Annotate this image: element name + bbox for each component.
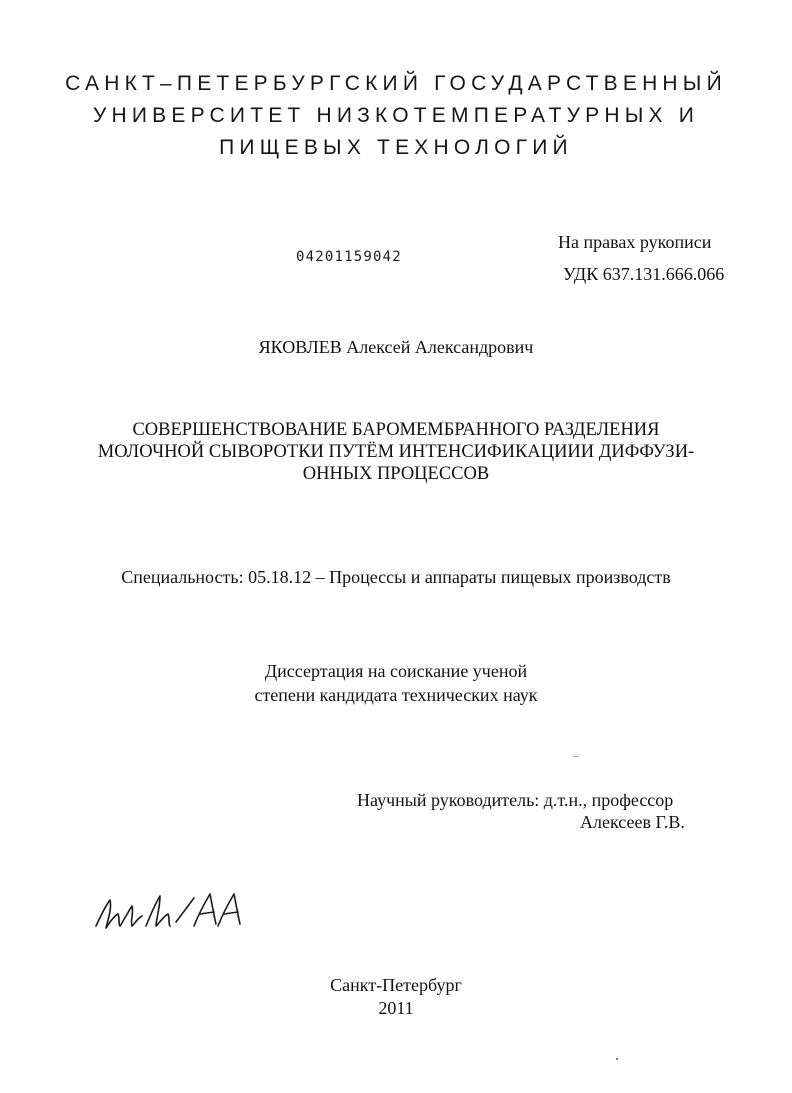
supervisor-label: Научный руководитель: д.т.н., профессор — [357, 790, 674, 810]
thesis-title-line-3: ОННЫХ ПРОЦЕССОВ — [302, 464, 490, 484]
dissertation-line-1: Диссертация на соискание ученой — [264, 661, 528, 681]
institution-line-3: ПИЩЕВЫХ ТЕХНОЛОГИЙ — [219, 136, 573, 159]
institution-line-1: САНКТ–ПЕТЕРБУРГСКИЙ ГОСУДАРСТВЕННЫЙ — [65, 72, 727, 95]
rights-note: На правах рукописи — [558, 232, 712, 252]
catalog-code: 04201159042 — [296, 249, 402, 265]
year: 2011 — [378, 998, 414, 1018]
scan-speck — [616, 1058, 618, 1060]
dissertation-line-2: степени кандидата технических наук — [254, 685, 538, 705]
thesis-title-line-1: СОВЕРШЕНСТВОВАНИЕ БАРОМЕМБРАННОГО РАЗДЕЛЕНИЯ — [132, 420, 660, 440]
specialty-line: Специальность: 05.18.12 – Процессы и аппараты пищевых производств — [121, 567, 671, 587]
thesis-title-line-2: МОЛОЧНОЙ СЫВОРОТКИ ПУТЁМ ИНТЕНСИФИКАЦИИИ ДИФФУЗИ- — [97, 442, 695, 462]
author-name: ЯКОВЛЕВ Алексей Александрович — [258, 337, 534, 357]
city: Санкт-Петербург — [330, 975, 462, 995]
institution-line-2: УНИВЕРСИТЕТ НИЗКОТЕМПЕРАТУРНЫХ И — [92, 104, 700, 127]
udk-code: УДК 637.131.666.066 — [563, 264, 725, 284]
supervisor-name: Алексеев Г.В. — [580, 812, 685, 832]
handwritten-signature — [90, 878, 250, 938]
scan-speck — [573, 756, 578, 757]
